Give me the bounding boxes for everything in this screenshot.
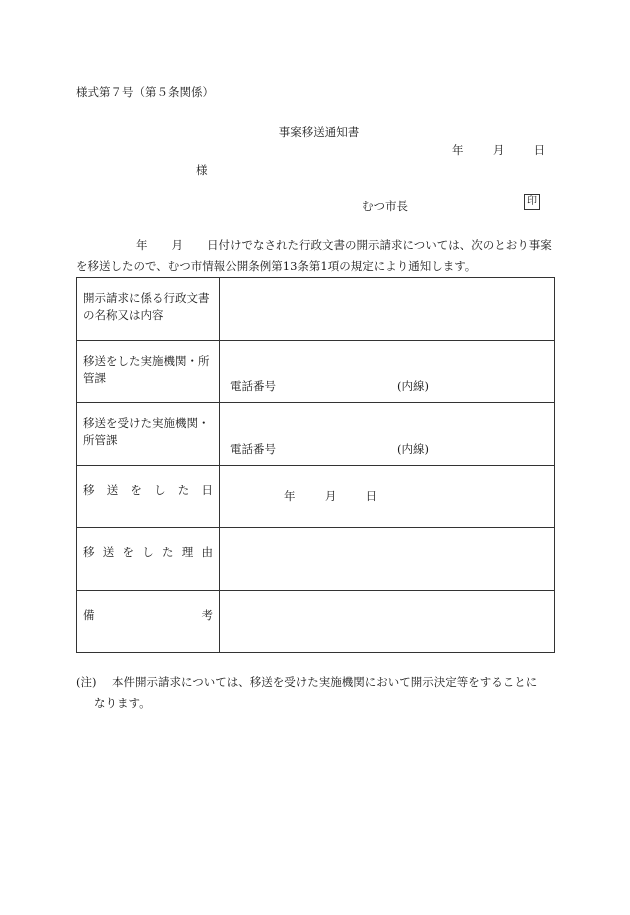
label-char: 考 — [201, 607, 213, 622]
row-label: 移送をした実施機関・所管課 — [77, 340, 220, 403]
seal-mark: 印 — [524, 194, 540, 210]
label-char: を — [122, 545, 134, 559]
note-prefix: (注) — [76, 675, 97, 689]
row-label: 開示請求に係る行政文書の名称又は内容 — [77, 278, 220, 341]
table-row — [77, 528, 555, 591]
issue-date — [452, 142, 545, 158]
phone-label: 電話番号 — [230, 379, 276, 393]
notice-table — [76, 277, 555, 653]
notice-body — [76, 235, 556, 277]
transfer-date — [284, 488, 377, 504]
label-char: 移 — [83, 545, 95, 559]
note-line-1: 本件開示請求については、移送を受けた実施機関において開示決定等をすることに — [112, 675, 538, 689]
label-char: 理 — [181, 545, 194, 559]
body-year: 年 — [136, 238, 148, 252]
document-title: 事案移送通知書 — [278, 125, 360, 139]
label-char: を — [130, 482, 142, 497]
row-value — [220, 340, 555, 403]
issue-date-month: 月 — [492, 143, 505, 157]
label-char: 日 — [201, 482, 213, 497]
label-char: 送 — [102, 545, 115, 559]
label-char: 由 — [201, 545, 213, 559]
extension-label: (内線) — [397, 441, 429, 456]
label-char: た — [177, 482, 190, 497]
row-label — [77, 465, 220, 528]
addressee: 様 — [196, 163, 208, 177]
note-line-2: なります。 — [94, 696, 151, 710]
table-row — [77, 590, 555, 653]
label-char: 移 — [83, 482, 95, 497]
transfer-date-year: 年 — [284, 488, 296, 503]
footnote — [76, 672, 556, 714]
transfer-date-month: 月 — [324, 488, 337, 503]
row-value — [220, 403, 555, 466]
issue-date-day: 日 — [533, 143, 546, 157]
table-row — [77, 403, 555, 466]
row-value — [220, 528, 555, 591]
table-row — [77, 465, 555, 528]
body-month: 月 — [171, 238, 183, 252]
row-label: 移送を受けた実施機関・所管課 — [77, 403, 220, 466]
row-value — [220, 590, 555, 653]
extension-label: (内線) — [397, 379, 429, 393]
label-char: し — [154, 482, 166, 497]
row-value — [220, 278, 555, 341]
issuer: むつ市長 — [362, 199, 408, 213]
row-value — [220, 465, 555, 528]
issue-date-year: 年 — [452, 143, 464, 157]
label-char: 備 — [83, 607, 95, 622]
table-row — [77, 340, 555, 403]
table-row — [77, 278, 555, 341]
label-char: 送 — [106, 482, 119, 497]
row-label — [77, 590, 220, 653]
phone-label: 電話番号 — [230, 441, 276, 456]
body-text: 日付けでなされた行政文書の開示請求については、次のとおり事案を移送したので、むつ市情報公開条例第13条第1項の規定により通知します。 — [76, 238, 552, 273]
form-number: 様式第７号（第５条関係） — [76, 85, 214, 99]
label-char: た — [162, 545, 174, 559]
label-char: し — [142, 545, 154, 559]
transfer-date-day: 日 — [365, 488, 378, 503]
row-label — [77, 528, 220, 591]
